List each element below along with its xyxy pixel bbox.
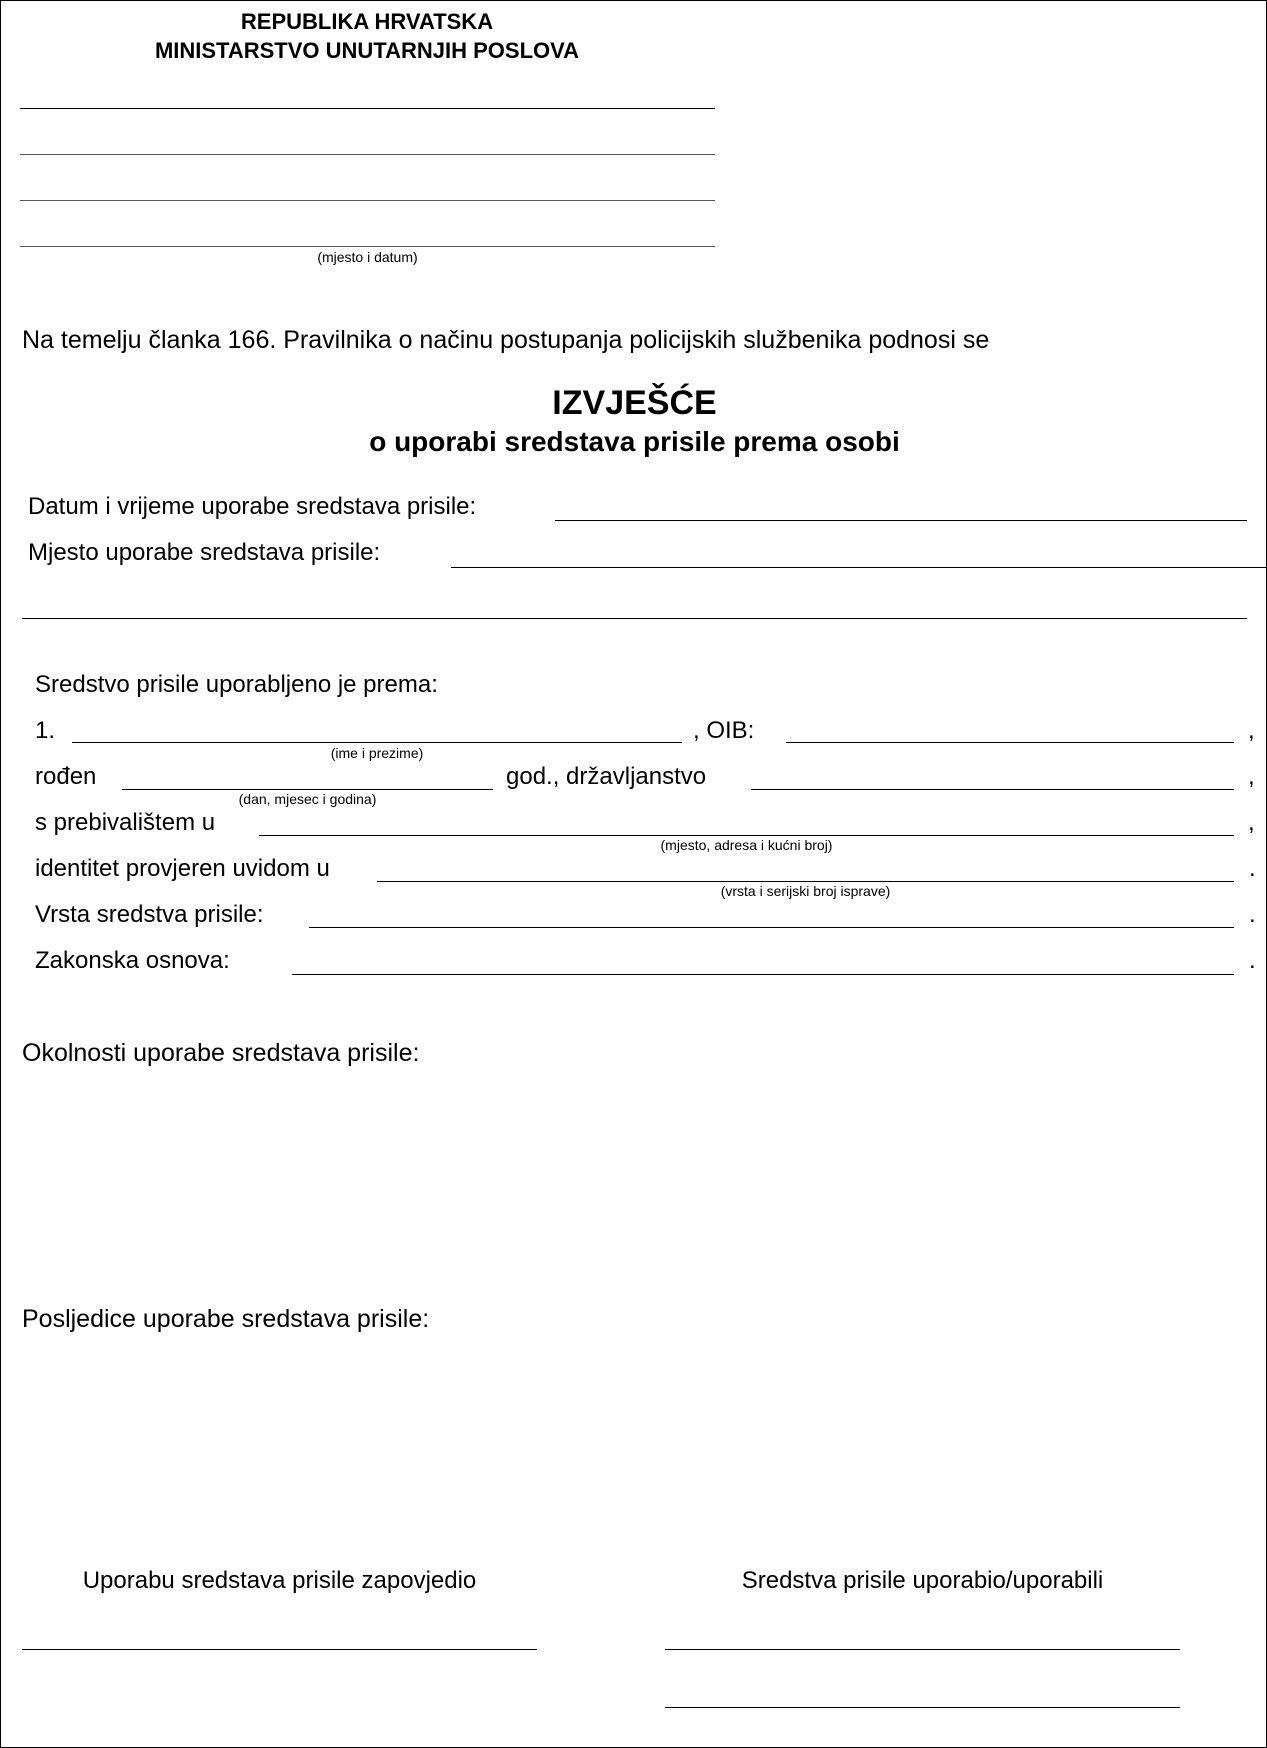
- intro-text: Na temelju članka 166. Pravilnika o načinu postupanja policijskih službenika podnosi se: [22, 326, 990, 354]
- circumstances-label: Okolnosti uporabe sredstava prisile:: [22, 1039, 420, 1067]
- country-heading: REPUBLIKA HRVATSKA: [240, 9, 494, 34]
- ordered-by-label: Uporabu sredstava prisile zapovjedio: [82, 1567, 477, 1594]
- name-caption: (ime i prezime): [330, 745, 424, 761]
- oib-comma: ,: [1248, 717, 1255, 744]
- document-title: IZVJEŠĆE: [552, 384, 717, 422]
- document-subtitle: o uporabi sredstava prisile prema osobi: [369, 426, 900, 457]
- birth-date-line[interactable]: [122, 789, 493, 790]
- header-line-3[interactable]: [20, 200, 715, 201]
- person-intro-label: Sredstvo prisile uporabljeno je prema:: [35, 671, 438, 698]
- legal-basis-period: .: [1249, 947, 1256, 974]
- type-line[interactable]: [309, 927, 1234, 928]
- identity-line[interactable]: [377, 881, 1234, 882]
- datetime-label: Datum i vrijeme uporabe sredstava prisile:: [28, 493, 477, 520]
- residence-caption: (mjesto, adresa i kućni broj): [660, 837, 833, 853]
- citizenship-label: god., državljanstvo: [506, 763, 707, 790]
- oib-line[interactable]: [786, 742, 1234, 743]
- born-label: rođen: [35, 763, 97, 790]
- used-by-label: Sredstva prisile uporabio/uporabili: [741, 1567, 1104, 1594]
- type-period: .: [1249, 901, 1256, 928]
- oib-label: , OIB:: [693, 717, 755, 744]
- location-line[interactable]: [451, 567, 1266, 568]
- person-number: 1.: [35, 717, 56, 744]
- type-label: Vrsta sredstva prisile:: [35, 901, 264, 928]
- place-date-line[interactable]: [20, 246, 715, 247]
- birth-date-caption: (dan, mjesec i godina): [238, 791, 377, 807]
- citizenship-line[interactable]: [751, 789, 1234, 790]
- residence-label: s prebivalištem u: [35, 809, 216, 836]
- location-line-2[interactable]: [22, 618, 1247, 619]
- used-by-signature-line-2[interactable]: [665, 1707, 1180, 1708]
- ministry-heading: MINISTARSTVO UNUTARNJIH POSLOVA: [154, 38, 580, 63]
- residence-line[interactable]: [259, 835, 1234, 836]
- header-line-2[interactable]: [20, 154, 715, 155]
- place-date-caption: (mjesto i datum): [317, 249, 418, 265]
- identity-caption: (vrsta i serijski broj isprave): [720, 883, 891, 899]
- header-line-1[interactable]: [20, 108, 715, 109]
- residence-comma: ,: [1248, 809, 1255, 836]
- citizenship-comma: ,: [1248, 763, 1255, 790]
- location-label: Mjesto uporabe sredstava prisile:: [28, 539, 381, 566]
- identity-period: .: [1249, 855, 1256, 882]
- ordered-by-signature-line[interactable]: [22, 1649, 537, 1650]
- identity-label: identitet provjeren uvidom u: [35, 855, 330, 882]
- name-line[interactable]: [72, 742, 682, 743]
- consequences-label: Posljedice uporabe sredstava prisile:: [22, 1305, 430, 1333]
- legal-basis-label: Zakonska osnova:: [35, 947, 230, 974]
- used-by-signature-line-1[interactable]: [665, 1649, 1180, 1650]
- legal-basis-line[interactable]: [292, 974, 1234, 975]
- datetime-line[interactable]: [555, 520, 1247, 521]
